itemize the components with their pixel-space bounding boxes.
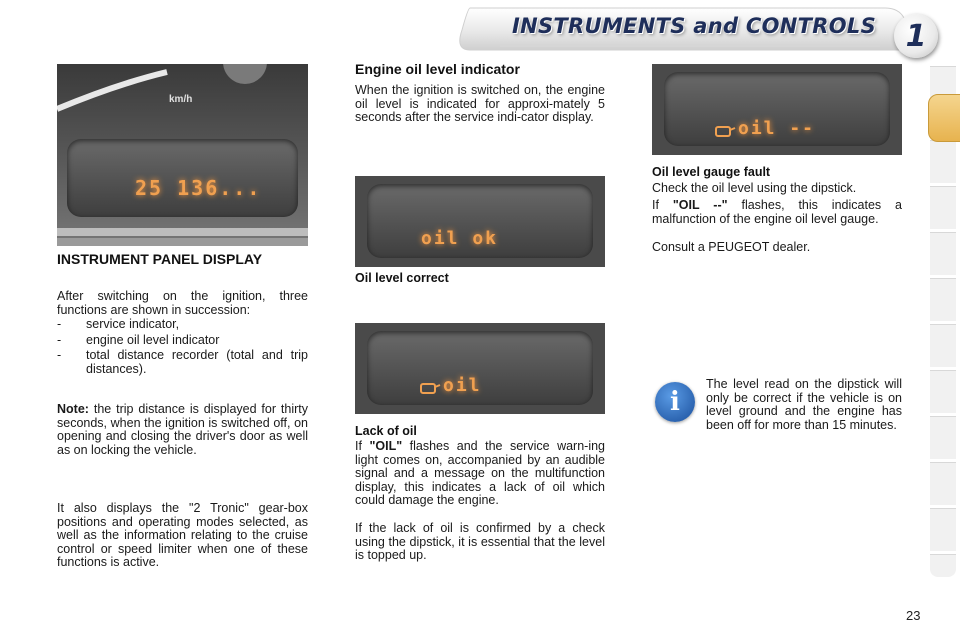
lack-of-oil-display-photo [355,323,605,414]
info-note: The level read on the dipstick will only be correct if the vehicle is on level ground and the engine has been off for more than 15 minutes. [706,377,902,432]
chapter-tab[interactable] [930,278,956,321]
intro-paragraph: After switching on the ignition, three functions are shown in succession: [57,289,308,317]
list-item-text: engine oil level indicator [86,332,220,347]
chapter-tab[interactable] [930,324,956,367]
chapter-tab[interactable] [930,554,956,577]
chapter-tab[interactable] [930,186,956,229]
list-dash: - [57,317,62,331]
instrument-panel-photo [57,64,308,246]
lack-of-oil-heading: Lack of oil [355,424,417,438]
list-item [57,334,308,348]
oil-fault-text: "OIL --" [672,198,728,212]
oil-readout: oil [443,375,482,396]
oil-warning-text: "OIL" [369,439,403,453]
odometer-readout: 25 136... [135,176,262,200]
oil-fault-readout: oil -- [738,118,816,139]
note-text: the trip distance is displayed for thirty seconds, when the ignition is switched off, on opening and closing the driver's door as well as on locking the vehicle. [57,402,308,457]
list-item [57,318,308,332]
oil-can-icon [419,381,441,395]
text-run: If [355,439,370,453]
info-icon: i [655,382,695,422]
speed-unit-label: km/h [169,94,193,105]
list-dash: - [57,332,62,347]
oil-indicator-intro: When the ignition is switched on, the engine oil level is indicated for approxi-mately 5 seconds after the service indi-cator display. [355,83,605,124]
chapter-number: 1 [905,18,927,54]
oil-can-icon [714,124,736,138]
gauge-fault-paragraph [652,199,902,226]
text-run: flashes and the service warn-ing light comes on, accompanied by an audible signal and a message on the multifunction display, this indicates a lack of oil which could damage the engine. [355,439,606,507]
text-run: If [652,198,673,212]
chapter-tab[interactable] [930,370,956,413]
list-item-text: service indicator, [86,317,180,331]
chapter-tabs [924,66,960,576]
consult-dealer: Consult a PEUGEOT dealer. [652,240,811,254]
chapter-tab[interactable] [930,140,956,183]
lack-of-oil-paragraph [355,440,605,508]
header-band [0,0,960,62]
oil-gauge-fault-display-photo [652,64,902,155]
list-item [57,349,308,376]
oil-ok-readout: oil ok [421,228,499,249]
topping-up-paragraph: If the lack of oil is confirmed by a check using the dipstick, it is essential that the level is topped up. [355,521,605,562]
tronic-paragraph: It also displays the "2 Tronic" gear-box positions and operating modes selected, as well as the information relating to the cruise control or speed limiter when one of these functions is active. [57,501,308,569]
chapter-tab[interactable] [930,416,956,459]
gauge-fault-check: Check the oil level using the dipstick. [652,181,857,195]
oil-indicator-heading: Engine oil level indicator [355,61,520,77]
note-paragraph [57,403,308,457]
chapter-badge [894,14,938,58]
note-label: Note: [57,402,89,416]
oil-ok-display-photo [355,176,605,267]
chapter-tab[interactable] [930,508,956,551]
caption-oil-correct: Oil level correct [355,271,449,285]
functions-list [57,318,308,378]
chapter-tab[interactable] [930,462,956,505]
chapter-tab[interactable] [930,232,956,275]
chapter-tab-active[interactable] [928,94,960,142]
list-item-text: total distance recorder (total and trip distances). [86,348,308,376]
gauge-fault-heading: Oil level gauge fault [652,165,771,179]
section-heading: INSTRUMENT PANEL DISPLAY [57,251,263,267]
page-number: 23 [906,608,921,623]
text-run: flashes, this indicates a malfunction of the engine oil level gauge. [652,198,903,226]
page-title: INSTRUMENTS and CONTROLS [512,14,876,38]
list-dash: - [57,348,62,362]
